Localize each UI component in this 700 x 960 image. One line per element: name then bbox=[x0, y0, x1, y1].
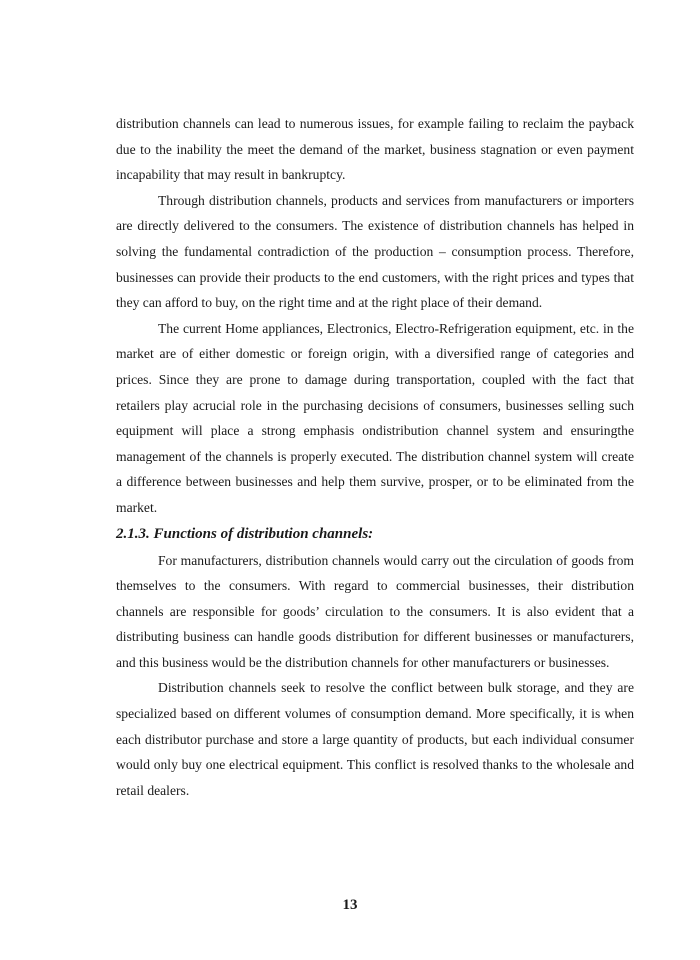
section-heading: 2.1.3. Functions of distribution channels: bbox=[116, 525, 374, 542]
paragraph-home-appliances: The current Home appliances, Electronics, Electro-Refrigeration equipment, etc. in the market are of either domestic or foreign origin, with a diversified range of categories and prices. Since they are prone to damage during transportation, coupled with the fact that retailers play acrucial role in the purchasing decisions of consumers, businesses selling such equipment will place a strong emphasis ondistribution channel system and ensuringthe management of the channels is properly executed. The distribution channel system will create a difference between businesses and help them survive, prosper, or to be eliminated from the market. bbox=[116, 320, 634, 515]
page-number: 13 bbox=[342, 897, 358, 913]
paragraph-manufacturers: For manufacturers, distribution channels would carry out the circulation of goods from themselves to the consumers. With regard to commercial businesses, their distribution channels are responsible for goods’ circulation to the consumers. It is also evident that a distributing business can handle goods distribution for different businesses or manufacturers, and this business would be the distribution channels for other manufacturers or businesses. bbox=[116, 552, 634, 670]
paragraph-distribution-channels: Through distribution channels, products and services from manufacturers or importers are directly delivered to the consumers. The existence of distribution channels has helped in solving the fundamental contradiction of the production – consumption process. Therefore, businesses can provide their products to the end customers, with the right prices and types that they can afford to buy, on the right time and at the right place of their demand. bbox=[116, 192, 634, 311]
page-content bbox=[116, 111, 634, 803]
paragraph-continuation: distribution channels can lead to numerous issues, for example failing to reclaim the payback due to the inability the meet the demand of the market, business stagnation or even payment incapability that may result in bankruptcy. bbox=[116, 116, 634, 183]
paragraph-conflict-resolution: Distribution channels seek to resolve the conflict between bulk storage, and they are specialized based on different volumes of consumption demand. More specifically, it is when each distributor purchase and store a large quantity of products, but each individual consumer would only buy one electrical equipment. This conflict is resolved thanks to the wholesale and retail dealers. bbox=[116, 680, 634, 798]
